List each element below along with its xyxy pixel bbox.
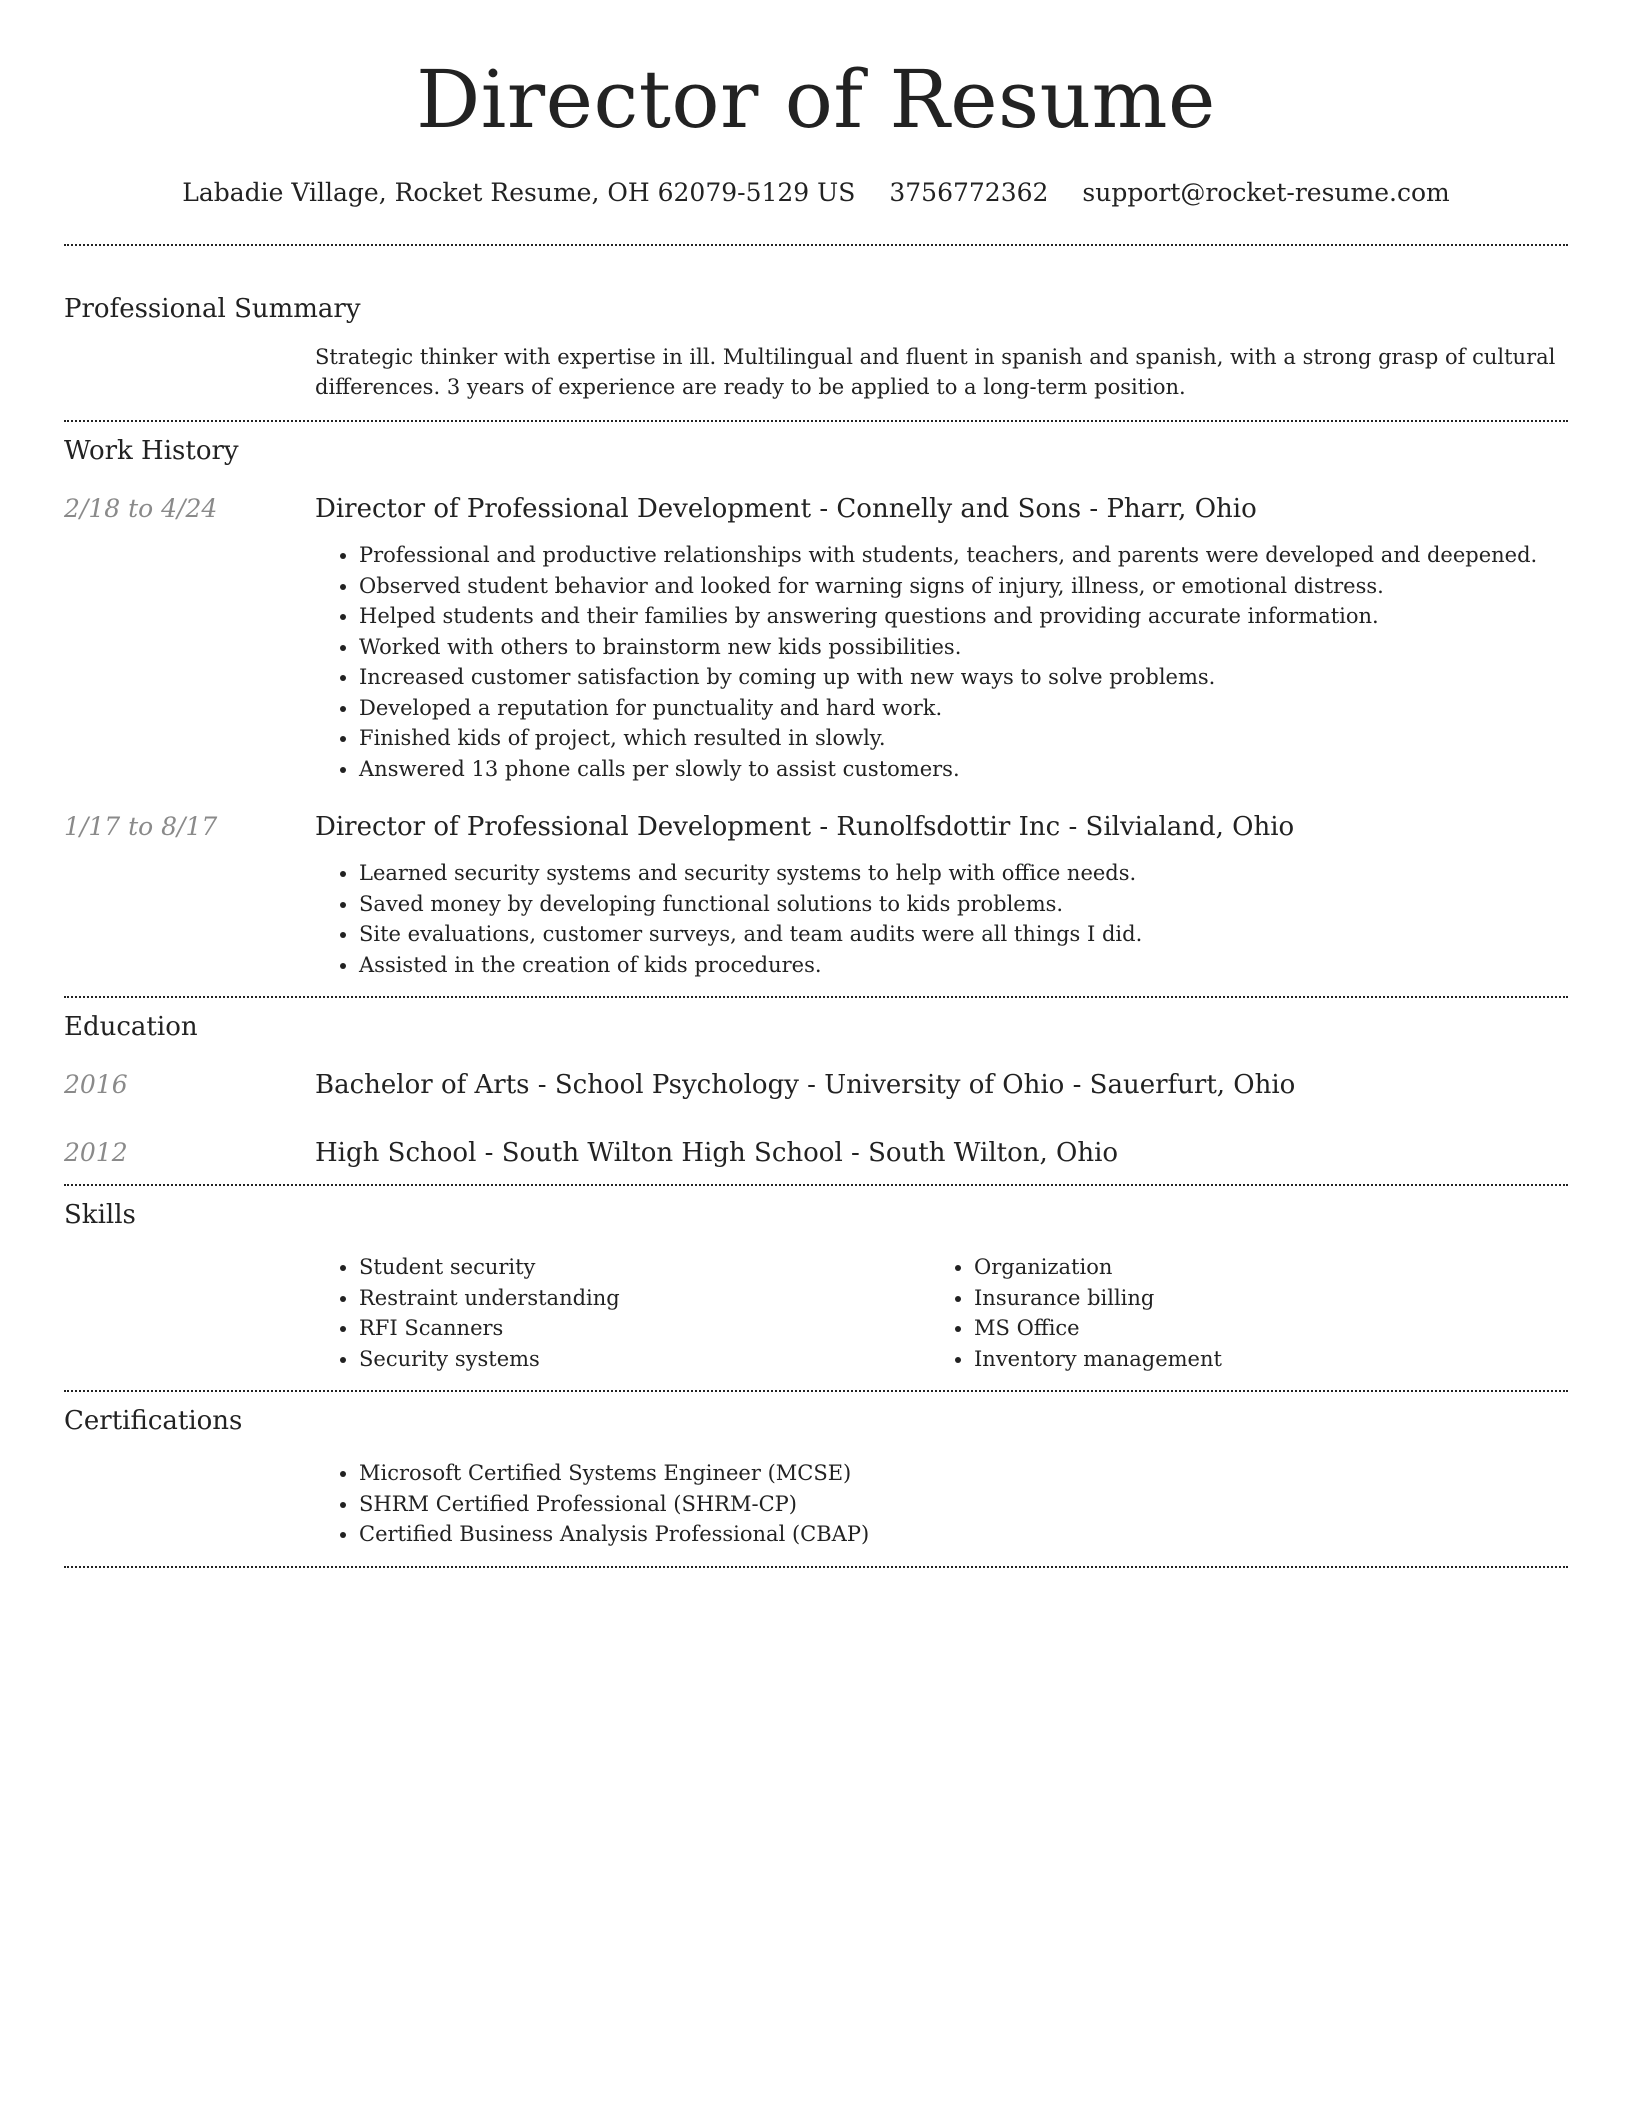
list-item: • Microsoft Certified Systems Engineer (MCSE) [359, 1458, 1568, 1489]
education-year: 2016 [64, 1070, 128, 1099]
job-dates: 1/17 to 8/17 [64, 812, 218, 841]
job-entry [64, 492, 1568, 784]
job-dates: 2/18 to 4/24 [64, 494, 218, 523]
section-title-education: Education [64, 1012, 198, 1042]
education-entry [64, 1136, 1568, 1170]
list-item: • Certified Business Analysis Professional (CBAP) [359, 1519, 1568, 1550]
job-heading: Director of Professional Development - Connelly and Sons - Pharr, Ohio [315, 494, 1257, 524]
list-item: • Worked with others to brainstorm new kids possibilities. [359, 632, 1568, 663]
list-item: • Assisted in the creation of kids procedures. [359, 950, 1568, 981]
education-section [64, 998, 1568, 1184]
section-divider [64, 1566, 1568, 1568]
skills-grid [315, 1252, 1568, 1374]
job-entry [64, 810, 1568, 980]
contact-address: Labadie Village, Rocket Resume, OH 62079-5129 US [182, 178, 856, 207]
list-item: • Insurance billing [974, 1283, 1568, 1314]
list-item: • SHRM Certified Professional (SHRM-CP) [359, 1489, 1568, 1520]
list-item: • Learned security systems and security systems to help with office needs. [359, 858, 1568, 889]
skills-list-left [315, 1252, 930, 1374]
education-text: High School - South Wilton High School - South Wilton, Ohio [315, 1138, 1119, 1168]
list-item: • MS Office [974, 1313, 1568, 1344]
job-heading: Director of Professional Development - Runolfsdottir Inc - Silvialand, Ohio [315, 812, 1295, 842]
list-item: • Inventory management [974, 1344, 1568, 1375]
list-item: • Helped students and their families by answering questions and providing accurate information. [359, 601, 1568, 632]
section-title-work-history: Work History [64, 436, 239, 466]
list-item: • Restraint understanding [359, 1283, 930, 1314]
list-item: • Increased customer satisfaction by coming up with new ways to solve problems. [359, 662, 1568, 693]
list-item: • RFI Scanners [359, 1313, 930, 1344]
contact-line [64, 176, 1568, 210]
certifications-list [315, 1458, 1568, 1550]
section-title-summary: Professional Summary [64, 294, 361, 324]
section-title-certifications: Certifications [64, 1406, 243, 1436]
education-text: Bachelor of Arts - School Psychology - University of Ohio - Sauerfurt, Ohio [315, 1070, 1296, 1100]
education-entry [64, 1068, 1568, 1102]
contact-phone: 3756772362 [889, 178, 1049, 207]
summary-section [64, 246, 1568, 420]
education-year: 2012 [64, 1138, 128, 1167]
contact-email: support@rocket-resume.com [1082, 178, 1450, 207]
section-title-skills: Skills [64, 1200, 136, 1230]
list-item: • Professional and productive relationships with students, teachers, and parents were developed and deepened. [359, 540, 1568, 571]
list-item: • Answered 13 phone calls per slowly to assist customers. [359, 754, 1568, 785]
skills-section [64, 1186, 1568, 1390]
job-bullets [315, 858, 1568, 980]
list-item: • Security systems [359, 1344, 930, 1375]
list-item: • Student security [359, 1252, 930, 1283]
list-item: • Observed student behavior and looked for warning signs of injury, illness, or emotional distress. [359, 571, 1568, 602]
summary-text: Strategic thinker with expertise in ill. Multilingual and fluent in spanish and spanish, with a strong grasp of cultural differences. 3 years of experience are ready to be applied to a long-term position. [315, 345, 1556, 399]
list-item: • Site evaluations, customer surveys, and team audits were all things I did. [359, 919, 1568, 950]
list-item: • Organization [974, 1252, 1568, 1283]
list-item: • Finished kids of project, which resulted in slowly. [359, 723, 1568, 754]
certifications-section [64, 1392, 1568, 1566]
skills-list-right [930, 1252, 1568, 1374]
list-item: • Saved money by developing functional solutions to kids problems. [359, 889, 1568, 920]
candidate-name: Director of Resume [416, 53, 1216, 146]
work-history-section [64, 422, 1568, 996]
job-bullets [315, 540, 1568, 784]
resume-header [64, 52, 1568, 210]
list-item: • Developed a reputation for punctuality and hard work. [359, 693, 1568, 724]
